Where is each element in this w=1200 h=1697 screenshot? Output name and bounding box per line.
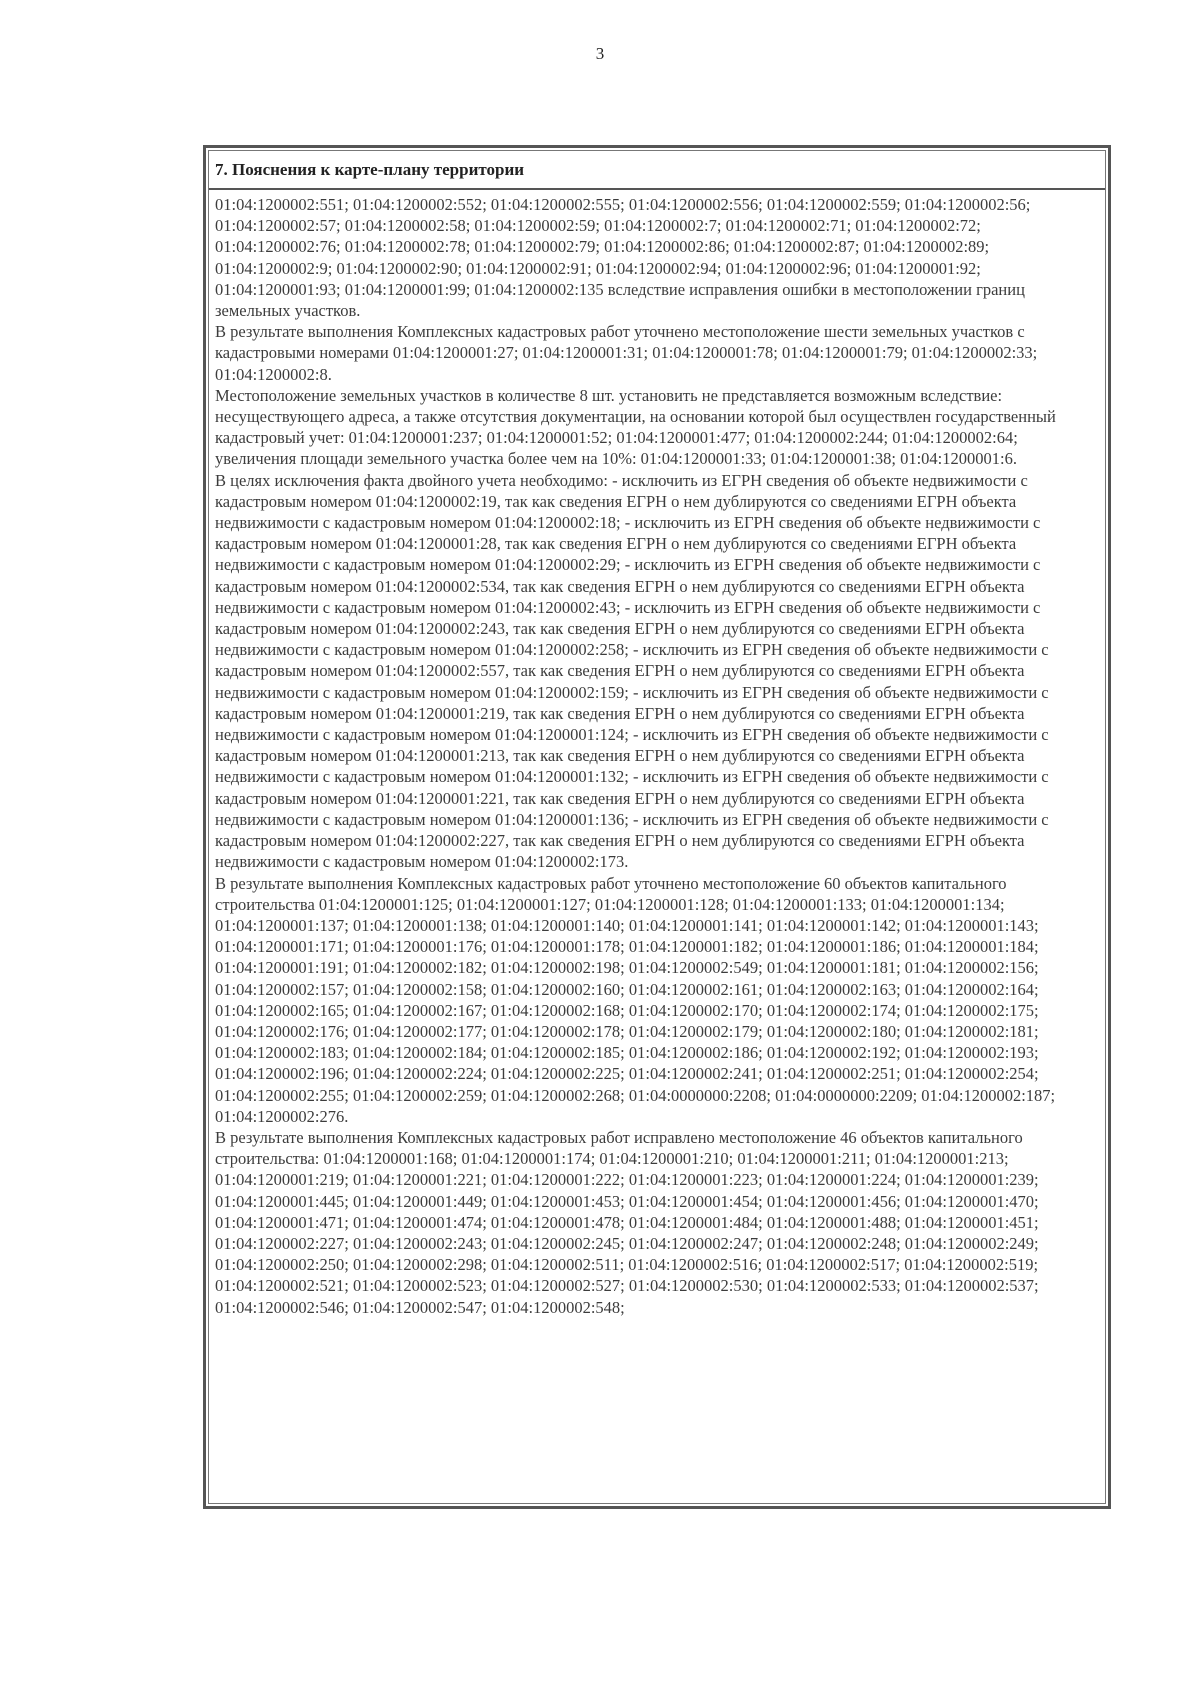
section-body xyxy=(209,190,1105,1318)
paragraph-60-objects: В результате выполнения Комплексных кадастровых работ уточнено местоположение 60 объектов капитального строительства 01:04:1200001:125; 01:04:1200001:127; 01:04:1200001:128; 01:04:1200001:133; 01:04:1200001:134; 01:04:1200001:137; 01:04:1200001:138; 01:04:1200001:140; 01:04:1200001:141; 01:04:1200001:142; 01:04:1200001:143; 01:04:1200001:171; 01:04:1200001:176; 01:04:1200001:178; 01:04:1200001:182; 01:04:1200001:186; 01:04:1200001:184; 01:04:1200001:191; 01:04:1200002:182; 01:04:1200002:198; 01:04:1200002:549; 01:04:1200001:181; 01:04:1200002:156; 01:04:1200002:157; 01:04:1200002:158; 01:04:1200002:160; 01:04:1200002:161; 01:04:1200002:163; 01:04:1200002:164; 01:04:1200002:165; 01:04:1200002:167; 01:04:1200002:168; 01:04:1200002:170; 01:04:1200002:174; 01:04:1200002:175; 01:04:1200002:176; 01:04:1200002:177; 01:04:1200002:178; 01:04:1200002:179; 01:04:1200002:180; 01:04:1200002:181; 01:04:1200002:183; 01:04:1200002:184; 01:04:1200002:185; 01:04:1200002:186; 01:04:1200002:192; 01:04:1200002:193; 01:04:1200002:196; 01:04:1200002:224; 01:04:1200002:225; 01:04:1200002:241; 01:04:1200002:251; 01:04:1200002:254; 01:04:1200002:255; 01:04:1200002:259; 01:04:1200002:268; 01:04:0000000:2208; 01:04:0000000:2209; 01:04:1200002:187; 01:04:1200002:276. xyxy=(215,873,1056,1126)
paragraph-missing-address: несуществующего адреса, а также отсутствия документации, на основании которой был осуществлен государственный кадастровый учет: 01:04:1200001:237; 01:04:1200001:52; 01:04:1200001:477; 01:04:1200002:244; 01:04:1200002:64; xyxy=(215,407,1056,448)
explanation-table xyxy=(203,145,1111,1509)
paragraph-area-increase: увеличения площади земельного участка более чем на 10%: 01:04:1200001:33; 01:04:1200001:38; 01:04:1200001:6. xyxy=(215,449,1017,469)
paragraph-undetermined-location: Местоположение земельных участков в количестве 8 шт. установить не представляется возможным вследствие: xyxy=(215,385,1003,405)
paragraph-46-objects: В результате выполнения Комплексных кадастровых работ исправлено местоположение 46 объектов капитального строительства: 01:04:1200001:168; 01:04:1200001:174; 01:04:1200001:210; 01:04:1200001:211; 01:04:1200001:213; 01:04:1200001:219; 01:04:1200001:221; 01:04:1200001:222; 01:04:1200001:223; 01:04:1200001:224; 01:04:1200001:239; 01:04:1200001:445; 01:04:1200001:449; 01:04:1200001:453; 01:04:1200001:454; 01:04:1200001:456; 01:04:1200001:470; 01:04:1200001:471; 01:04:1200001:474; 01:04:1200001:478; 01:04:1200001:484; 01:04:1200001:488; 01:04:1200001:451; 01:04:1200002:227; 01:04:1200002:243; 01:04:1200002:245; 01:04:1200002:247; 01:04:1200002:248; 01:04:1200002:249; 01:04:1200002:250; 01:04:1200002:298; 01:04:1200002:511; 01:04:1200002:516; 01:04:1200002:517; 01:04:1200002:519; 01:04:1200002:521; 01:04:1200002:523; 01:04:1200002:527; 01:04:1200002:530; 01:04:1200002:533; 01:04:1200002:537; 01:04:1200002:546; 01:04:1200002:547; 01:04:1200002:548; xyxy=(215,1127,1039,1317)
paragraph-six-parcels: В результате выполнения Комплексных кадастровых работ уточнено местоположение шести земельных участков с кадастровыми номерами 01:04:1200001:27; 01:04:1200001:31; 01:04:1200001:78; 01:04:1200001:79; 01:04:1200002:33; 01:04:1200002:8. xyxy=(215,322,1038,384)
paragraph-double-registration: В целях исключения факта двойного учета необходимо: - исключить из ЕГРН сведения об объекте недвижимости с кадастровым номером 01:04:1200002:19, так как сведения ЕГРН о нем дублируются со сведениями ЕГРН объекта недвижимости с кадастровым номером 01:04:1200002:18; - исключить из ЕГРН сведения об объекте недвижимости с кадастровым номером 01:04:1200001:28, так как сведения ЕГРН о нем дублируются со сведениями ЕГРН объекта недвижимости с кадастровым номером 01:04:1200002:29; - исключить из ЕГРН сведения об объекте недвижимости с кадастровым номером 01:04:1200002:534, так как сведения ЕГРН о нем дублируются со сведениями ЕГРН объекта недвижимости с кадастровым номером 01:04:1200002:43; - исключить из ЕГРН сведения об объекте недвижимости с кадастровым номером 01:04:1200002:243, так как сведения ЕГРН о нем дублируются со сведениями ЕГРН объекта недвижимости с кадастровым номером 01:04:1200002:258; - исключить из ЕГРН сведения об объекте недвижимости с кадастровым номером 01:04:1200002:557, так как сведения ЕГРН о нем дублируются со сведениями ЕГРН объекта недвижимости с кадастровым номером 01:04:1200002:159; - исключить из ЕГРН сведения об объекте недвижимости с кадастровым номером 01:04:1200001:219, так как сведения ЕГРН о нем дублируются со сведениями ЕГРН объекта недвижимости с кадастровым номером 01:04:1200001:124; - исключить из ЕГРН сведения об объекте недвижимости с кадастровым номером 01:04:1200001:213, так как сведения ЕГРН о нем дублируются со сведениями ЕГРН объекта недвижимости с кадастровым номером 01:04:1200001:132; - исключить из ЕГРН сведения об объекте недвижимости с кадастровым номером 01:04:1200001:221, так как сведения ЕГРН о нем дублируются со сведениями ЕГРН объекта недвижимости с кадастровым номером 01:04:1200001:136; - исключить из ЕГРН сведения об объекте недвижимости с кадастровым номером 01:04:1200002:227, так как сведения ЕГРН о нем дублируются со сведениями ЕГРН объекта недвижимости с кадастровым номером 01:04:1200002:173. xyxy=(215,470,1049,872)
table-inner-border xyxy=(208,150,1106,1504)
paragraph-continued-list: 01:04:1200002:551; 01:04:1200002:552; 01:04:1200002:555; 01:04:1200002:556; 01:04:1200002:559; 01:04:1200002:56; 01:04:1200002:57; 01:04:1200002:58; 01:04:1200002:59; 01:04:1200002:7; 01:04:1200002:71; 01:04:1200002:72; 01:04:1200002:76; 01:04:1200002:78; 01:04:1200002:79; 01:04:1200002:86; 01:04:1200002:87; 01:04:1200002:89; 01:04:1200002:9; 01:04:1200002:90; 01:04:1200002:91; 01:04:1200002:94; 01:04:1200002:96; 01:04:1200001:92; 01:04:1200001:93; 01:04:1200001:99; 01:04:1200002:135 вследствие исправления ошибки в местоположении границ земельных участков. xyxy=(215,195,1031,321)
section-title: 7. Пояснения к карте-плану территории xyxy=(209,151,1105,190)
page-number: 3 xyxy=(595,44,605,63)
